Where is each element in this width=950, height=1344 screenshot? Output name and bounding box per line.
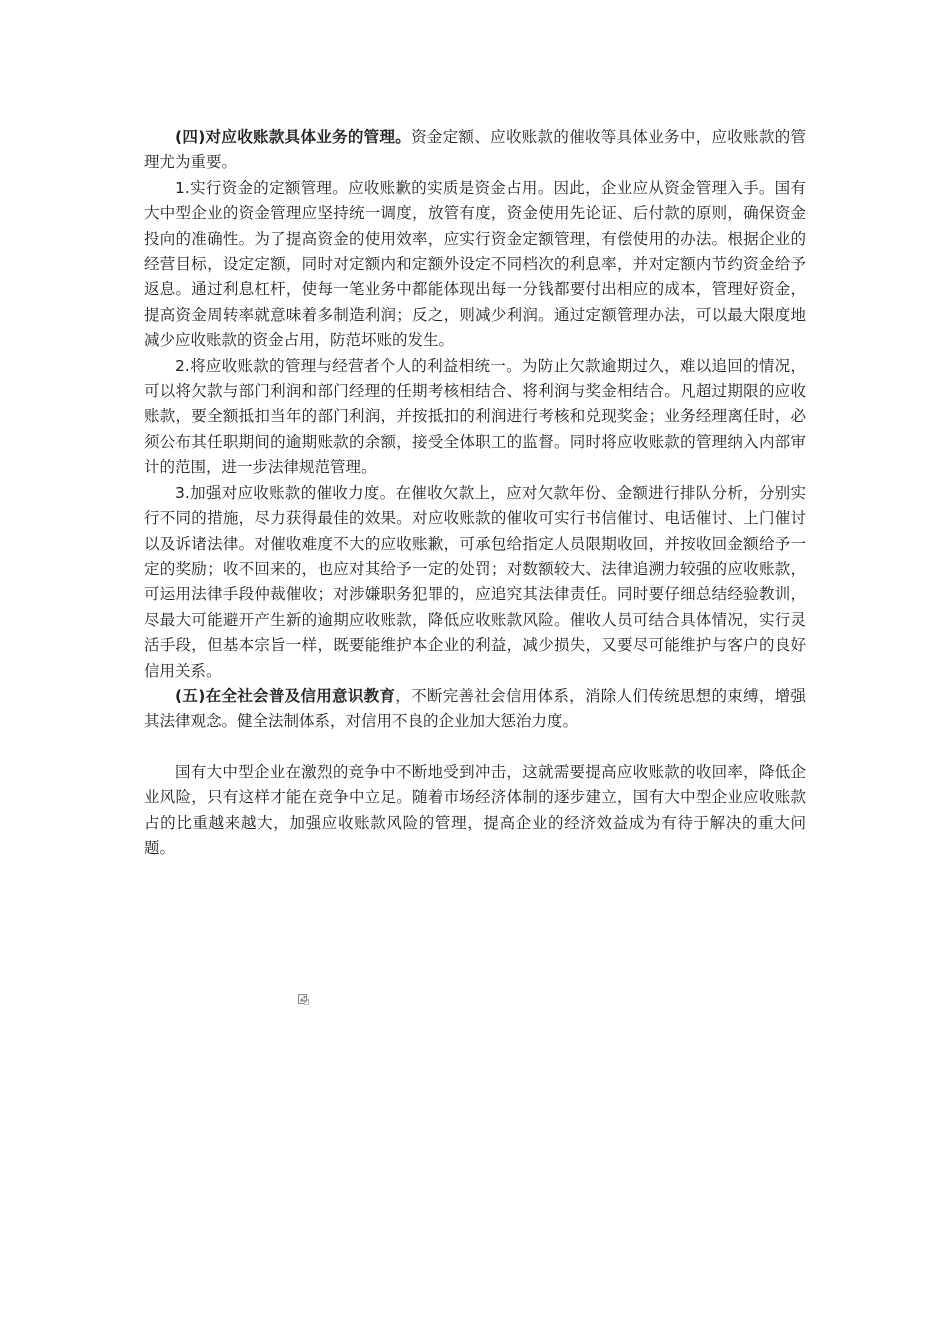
document-body [144,125,806,861]
paragraph-section-4 [144,125,806,176]
section-4-text: 资金定额、应收账款的催收等具体业务中，应收账款的管理尤为重要。 [144,128,806,172]
paragraph-item-2 [144,354,806,481]
item-2-text: 将应收账款的管理与经营者个人的利益相统一。为防止欠款逾期过久，难以追回的情况，可以将欠款与部门利润和部门经理的任期考核相结合、将利润与奖金相结合。凡超过期限的应收账款，要全额抵扣当年的部门利润，并按抵扣的利润进行考核和兑现奖金；业务经理离任时，必须公布其任职期间的逾期账款的余额，接受全体职工的监督。同时将应收账款的管理纳入内部审计的范围，进一步法律规范管理。 [144,356,806,477]
paragraph-item-1 [144,176,806,354]
item-2-number: 2. [175,356,190,375]
broken-image-icon [298,994,309,1005]
item-3-text: 加强对应收账款的催收力度。在催收欠款上，应对欠款年份、金额进行排队分析，分别实行不同的措施，尽力获得最佳的效果。对应收账款的催收可实行书信催讨、电话催讨、上门催讨以及诉诸法律。对催收难度不大的应收账歉，可承包给指定人员限期收回，并按收回金额给予一定的奖励；收不回来的，也应对其给予一定的处罚；对数额较大、法律追溯力较强的应收账款，可运用法律手段仲裁催收；对涉嫌职务犯罪的，应追究其法律责任。同时要仔细总结经验教训，尽最大可能避开产生新的逾期应收账款，降低应收账款风险。催收人员可结合具体情况，实行灵活手段，但基本宗旨一样，既要能维护本企业的利益，减少损失，又要尽可能维护与客户的良好信用关系。 [144,483,806,680]
paragraph-item-3 [144,481,806,684]
item-3-number: 3. [175,483,190,502]
section-4-heading: (四)对应收账款具体业务的管理。 [175,128,412,146]
paragraph-section-5 [144,684,806,735]
section-5-heading: (五)在全社会普及信用意识教育 [175,686,396,705]
conclusion-text: 国有大中型企业在激烈的竞争中不断地受到冲击，这就需要提高应收账款的收回率，降低企业风险，只有这样才能在竞争中立足。随着市场经济体制的逐步建立，国有大中型企业应收账款占的比重越来越大，加强应收账款风险的管理，提高企业的经济效益成为有待于解决的重大问题。 [144,762,806,857]
item-1-text: 实行资金的定额管理。应收账歉的实质是资金占用。因此，企业应从资金管理入手。国有大中型企业的资金管理应坚持统一调度，放管有度，资金使用先论证、后付款的原则，确保资金投向的准确性。为了提高资金的使用效率，应实行资金定额管理，有偿使用的办法。根据企业的经营目标，设定定额，同时对定额内和定额外设定不同档次的利息率，并对定额内节约资金给予返息。通过利息杠杆，使每一笔业务中都能体现出每一分钱都要付出相应的成本，管理好资金，提高资金周转率就意味着多制造利润；反之，则减少利润。通过定额管理办法，可以最大限度地减少应收账款的资金占用，防范坏账的发生。 [144,178,806,350]
paragraph-conclusion [144,760,806,862]
item-1-number: 1. [175,178,190,197]
section-5-text: ，不断完善社会信用体系，消除人们传统思想的束缚，增强其法律观念。健全法制体系，对信用不良的企业加大惩治力度。 [144,686,806,731]
